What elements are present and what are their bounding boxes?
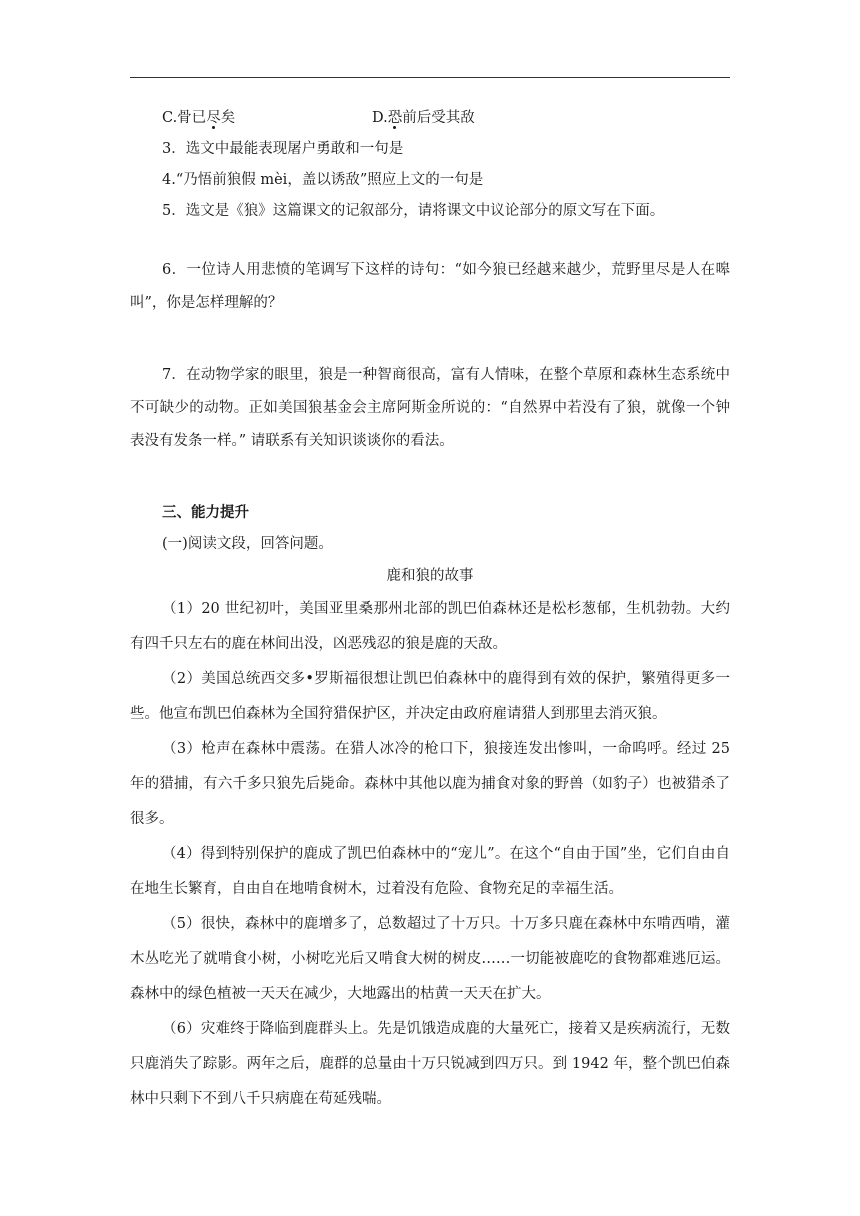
header-rule bbox=[130, 77, 730, 78]
answer-space bbox=[130, 227, 730, 254]
emphasis-dot-char: 尽 bbox=[206, 110, 221, 126]
option-c: C.骨已尽矣 bbox=[162, 110, 236, 126]
answer-space bbox=[130, 320, 730, 359]
answer-options-row bbox=[130, 103, 730, 134]
document-content bbox=[130, 103, 730, 1117]
option-d: D.恐前后受其敌 bbox=[372, 110, 475, 126]
passage-paragraph-3: （3）枪声在森林中震荡。在猎人冰冷的枪口下，狼接连发出惨叫，一命呜呼。经过 25 年的猎捕，有六千多只狼先后毙命。森林中其他以鹿为捕食对象的野兽（如豹子）也被猎杀了很多。 bbox=[130, 741, 730, 827]
question-6: 6．一位诗人用悲愤的笔调写下这样的诗句：“如今狼已经越来越少，荒野里尽是人在嗥叫”，你是怎样理解的？ bbox=[130, 262, 730, 311]
passage-title: 鹿和狼的故事 bbox=[386, 568, 474, 584]
question-7: 7．在动物学家的眼里，狼是一种智商很高，富有人情味，在整个草原和森林生态系统中不可缺少的动物。正如美国狼基金会主席阿斯金所说的：“自然界中若没有了狼，就像一个钟表没有发条一样。” 请联系有关知识谈谈你的看法。 bbox=[130, 367, 730, 449]
question-5: 5．选文是《狼》这篇课文的记叙部分，请将课文中议论部分的原文写在下面。 bbox=[162, 203, 665, 219]
section-heading: 三、能力提升 bbox=[162, 505, 249, 521]
passage-paragraph-1: （1）20 世纪初叶，美国亚里桑那州北部的凯巴伯森林还是松杉葱郁，生机勃勃。大约有四千只左右的鹿在林间出没，凶恶残忍的狼是鹿的天敌。 bbox=[130, 601, 730, 652]
passage-paragraph-2: （2）美国总统西交多•罗斯福很想让凯巴伯森林中的鹿得到有效的保护，繁殖得更多一些。他宣布凯巴伯森林为全国狩猎保护区，并决定由政府雇请猎人到那里去消灭狼。 bbox=[130, 671, 730, 722]
passage-paragraph-4: （4）得到特别保护的鹿成了凯巴伯森林中的“宠儿”。在这个“自由于国”坐，它们自由自在地生长繁育，自由自在地啃食树木，过着没有危险、食物充足的幸福生活。 bbox=[130, 846, 730, 897]
passage-paragraph-5: （5）很快，森林中的鹿增多了，总数超过了十万只。十万多只鹿在森林中东啃西啃，灌木丛吃光了就啃食小树，小树吃光后又啃食大树的树皮……一切能被鹿吃的食物都难逃厄运。森林中的绿色植被一天天在减少，大地露出的枯黄一天天在扩大。 bbox=[130, 916, 730, 1002]
question-4: 4.“乃悟前狼假 mèi，盖以诱敌”照应上文的一句是 bbox=[162, 172, 484, 188]
answer-space bbox=[130, 458, 730, 498]
passage-paragraph-6: （6）灾难终于降临到鹿群头上。先是饥饿造成鹿的大量死亡，接着又是疾病流行，无数只鹿消失了踪影。两年之后，鹿群的总量由十万只锐减到四万只。到 1942 年，整个凯巴伯森林中只剩下不到八千只病鹿在苟延残喘。 bbox=[130, 1021, 730, 1107]
question-3: 3．选文中最能表现屠户勇敢和一句是 bbox=[162, 141, 404, 157]
section-subheading: (一)阅读文段，回答问题。 bbox=[162, 536, 333, 552]
emphasis-dot-char: 恐 bbox=[387, 110, 403, 126]
